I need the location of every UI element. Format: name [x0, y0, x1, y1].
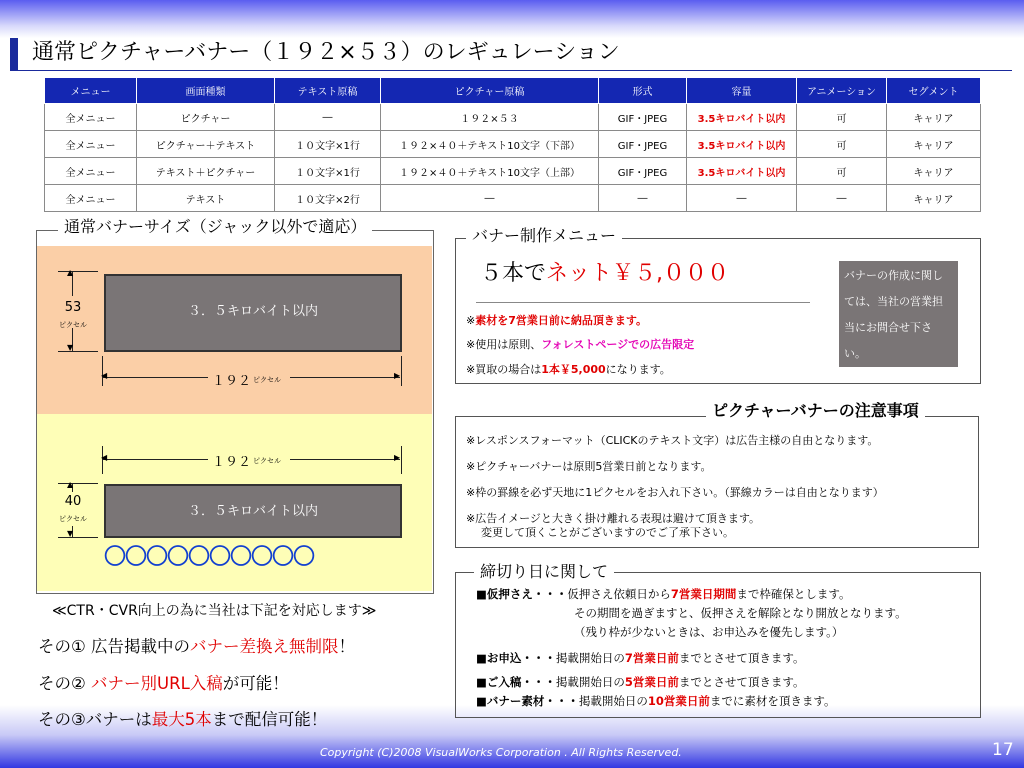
arrow-up-icon: ▲ [67, 480, 74, 489]
table-cell: 全メニュー [45, 104, 137, 131]
banner-sample-40: ３．５キロバイト以内 [104, 484, 402, 538]
ctr-item-text: その② [38, 674, 92, 693]
caution-item: ※レスポンスフォーマット（CLICKのテキスト文字）は広告主様の自由となります。 [466, 434, 879, 447]
note-highlight: フォレストページでの広告限定 [541, 338, 695, 351]
table-cell: 可 [797, 104, 887, 131]
table-cell: テキスト [137, 185, 275, 212]
table-header-row [45, 78, 981, 104]
table-cell-capacity: 3.5キロバイト以内 [687, 131, 797, 158]
table-cell: １９２×５３ [381, 104, 599, 131]
table-row [45, 131, 981, 158]
ctr-item-text: その① 広告掲載中の [38, 637, 191, 656]
text-placeholder-circles: 〇〇〇〇〇〇〇〇〇〇 [104, 545, 315, 570]
pixel-unit-label: ピクセル [253, 457, 281, 465]
deadline-text: 掲載開始日の [555, 651, 625, 665]
table-cell: 全メニュー [45, 131, 137, 158]
table-cell-capacity: 3.5キロバイト以内 [687, 158, 797, 185]
deadline-highlight: 7営業日前 [624, 651, 679, 665]
table-cell: 可 [797, 158, 887, 185]
table-cell: GIF・JPEG [599, 131, 687, 158]
deadline-text: までとさせて頂きます。 [678, 675, 805, 689]
dimension-line [290, 377, 400, 378]
price-amount: ネット￥５,０００ [546, 261, 730, 286]
note-text: ※使用は原則、 [466, 338, 542, 351]
page-title: 通常ピクチャーバナー（１９２×５３）のレギュレーション [32, 40, 620, 65]
table-cell: 可 [797, 131, 887, 158]
table-header-cell: 形式 [599, 78, 687, 104]
title-divider [10, 70, 1012, 71]
deadline-label: ■お申込・・・ [476, 651, 556, 665]
table-cell: １９２×４０＋テキスト10文字（上部） [381, 158, 599, 185]
deadline-hold-line3: （残り枠が少ないときは、お申込みを優先します。） [574, 625, 844, 639]
arrow-down-icon: ▼ [67, 343, 74, 352]
table-header-cell: 画面種類 [137, 78, 275, 104]
pixel-unit-label: ピクセル [253, 376, 281, 384]
table-cell: 全メニュー [45, 185, 137, 212]
table-header-cell: セグメント [887, 78, 981, 104]
table-cell: ― [275, 104, 381, 131]
table-header-cell: 容量 [687, 78, 797, 104]
sales-contact-note: バナーの作成に関しては、当社の営業担当にお問合せ下さい。 [839, 261, 958, 367]
banner-sample-53: ３．５キロバイト以内 [104, 274, 402, 352]
table-header-cell: アニメーション [797, 78, 887, 104]
table-header-cell: メニュー [45, 78, 137, 104]
deadline-highlight: 7営業日期間 [670, 587, 737, 601]
table-cell: GIF・JPEG [599, 104, 687, 131]
arrow-down-icon: ▼ [67, 529, 74, 538]
arrow-up-icon: ▲ [67, 268, 74, 277]
arrow-right-icon: ▶ [394, 371, 401, 380]
table-cell: ピクチャー [137, 104, 275, 131]
banner-menu-price [480, 256, 729, 287]
ctr-cvr-heading: ≪CTR・CVR向上の為に当社は下記を対応します≫ [52, 603, 377, 619]
table-cell: テキスト＋ピクチャー [137, 158, 275, 185]
note-highlight: 1本￥5,000 [541, 363, 606, 376]
table-header-cell: ピクチャー原稿 [381, 78, 599, 104]
caution-item: ※広告イメージと大きく掛け離れる表現は避けて頂きます。 [466, 512, 761, 525]
deadline-item-material [476, 693, 835, 709]
table-row [45, 185, 981, 212]
deadline-title: 締切り日に関して [474, 559, 614, 582]
menu-note-2 [466, 336, 694, 352]
deadline-text: まで枠確保とします。 [736, 587, 851, 601]
ctr-item-text: ！ [338, 637, 356, 656]
table-cell: １０文字×1行 [275, 131, 381, 158]
banner-height-53: 53 [64, 300, 82, 315]
arrow-right-icon: ▶ [394, 453, 401, 462]
arrow-left-icon: ◀ [101, 371, 108, 380]
ctr-item-text: その③バナーは [38, 710, 152, 729]
dimension-line [401, 446, 402, 474]
table-cell: ― [599, 185, 687, 212]
caution-item: ※ピクチャーバナーは原則5営業日前となります。 [466, 460, 712, 473]
table-cell: キャリア [887, 185, 981, 212]
dimension-line [103, 459, 208, 460]
price-divider [476, 302, 810, 303]
table-cell: ― [797, 185, 887, 212]
deadline-item-entry [476, 674, 804, 690]
table-cell: GIF・JPEG [599, 158, 687, 185]
table-cell: ― [687, 185, 797, 212]
ctr-item-highlight: 最大5本 [151, 710, 212, 729]
table-cell: キャリア [887, 104, 981, 131]
deadline-text: 仮押さえ依頼日から [567, 587, 671, 601]
table-cell-capacity: 3.5キロバイト以内 [687, 104, 797, 131]
note-highlight: 素材を7営業日前に納品頂きます。 [475, 314, 647, 327]
ctr-item-text: まで配信可能！ [211, 710, 328, 729]
table-cell: １０文字×2行 [275, 185, 381, 212]
dimension-line [290, 459, 400, 460]
deadline-text: 掲載開始日の [555, 675, 625, 689]
title-accent-bar [10, 38, 18, 70]
pixel-unit-label: ピクセル [59, 321, 87, 329]
note-text: ※買取の場合は [466, 363, 542, 376]
deadline-text: までに素材を頂きます。 [709, 694, 836, 708]
table-cell: 全メニュー [45, 158, 137, 185]
table-cell: ― [381, 185, 599, 212]
deadline-item-hold [476, 586, 850, 602]
deadline-highlight: 10営業日前 [647, 694, 710, 708]
table-row [45, 158, 981, 185]
table-cell: キャリア [887, 131, 981, 158]
deadline-text: 掲載開始日の [578, 694, 648, 708]
ctr-item-1 [38, 633, 355, 657]
dimension-line [58, 483, 98, 484]
caution-item: ※枠の罫線を必ず天地に1ピクセルをお入れ下さい。（罫線カラーは自由となります） [466, 486, 884, 499]
note-text: ※ [466, 314, 476, 327]
menu-note-3 [466, 361, 671, 377]
dimension-line [58, 351, 98, 352]
banner-menu-title: バナー制作メニュー [466, 223, 622, 246]
ctr-item-2 [38, 670, 289, 694]
note-text: になります。 [605, 363, 671, 376]
caution-title: ピクチャーバナーの注意事項 [706, 398, 925, 421]
table-cell: １０文字×1行 [275, 158, 381, 185]
deadline-highlight: 5営業日前 [624, 675, 679, 689]
ctr-item-highlight: バナー別URL入稿 [91, 674, 223, 693]
regulation-table [44, 77, 981, 212]
table-header-cell: テキスト原稿 [275, 78, 381, 104]
pixel-unit-label: ピクセル [59, 515, 87, 523]
ctr-item-highlight: バナー差換え無制限 [190, 637, 339, 656]
caution-item: 変更して頂くことがございますのでご了承下さい。 [481, 526, 734, 539]
deadline-label: ■ご入稿・・・ [476, 675, 556, 689]
table-cell: ピクチャー＋テキスト [137, 131, 275, 158]
menu-note-1 [466, 312, 647, 328]
banner-size-title: 通常バナーサイズ（ジャック以外で適応） [58, 214, 372, 237]
banner-width-192: １９２ [212, 374, 252, 389]
dimension-line [58, 271, 98, 272]
table-row [45, 104, 981, 131]
dimension-line [58, 537, 98, 538]
arrow-left-icon: ◀ [101, 453, 108, 462]
price-prefix: ５本で [480, 261, 547, 286]
deadline-text: までとさせて頂きます。 [678, 651, 805, 665]
deadline-hold-line2: その期間を過ぎますと、仮押さえを解除となり開放となります。 [574, 606, 907, 620]
table-cell: キャリア [887, 158, 981, 185]
page-number: 17 [992, 740, 1014, 760]
table-cell: １９２×４０＋テキスト10文字（下部） [381, 131, 599, 158]
copyright: Copyright (C)2008 VisualWorks Corporation . All Rights Reserved. [320, 746, 682, 759]
deadline-label: ■仮押さえ・・・ [476, 587, 568, 601]
ctr-item-3 [38, 706, 327, 730]
dimension-line [401, 356, 402, 386]
deadline-item-apply [476, 650, 804, 666]
ctr-item-text: が可能！ [222, 674, 289, 693]
deadline-label: ■バナー素材・・・ [476, 694, 579, 708]
banner-width-192: １９２ [212, 455, 252, 470]
dimension-line [103, 377, 208, 378]
banner-height-40: 40 [64, 494, 82, 509]
